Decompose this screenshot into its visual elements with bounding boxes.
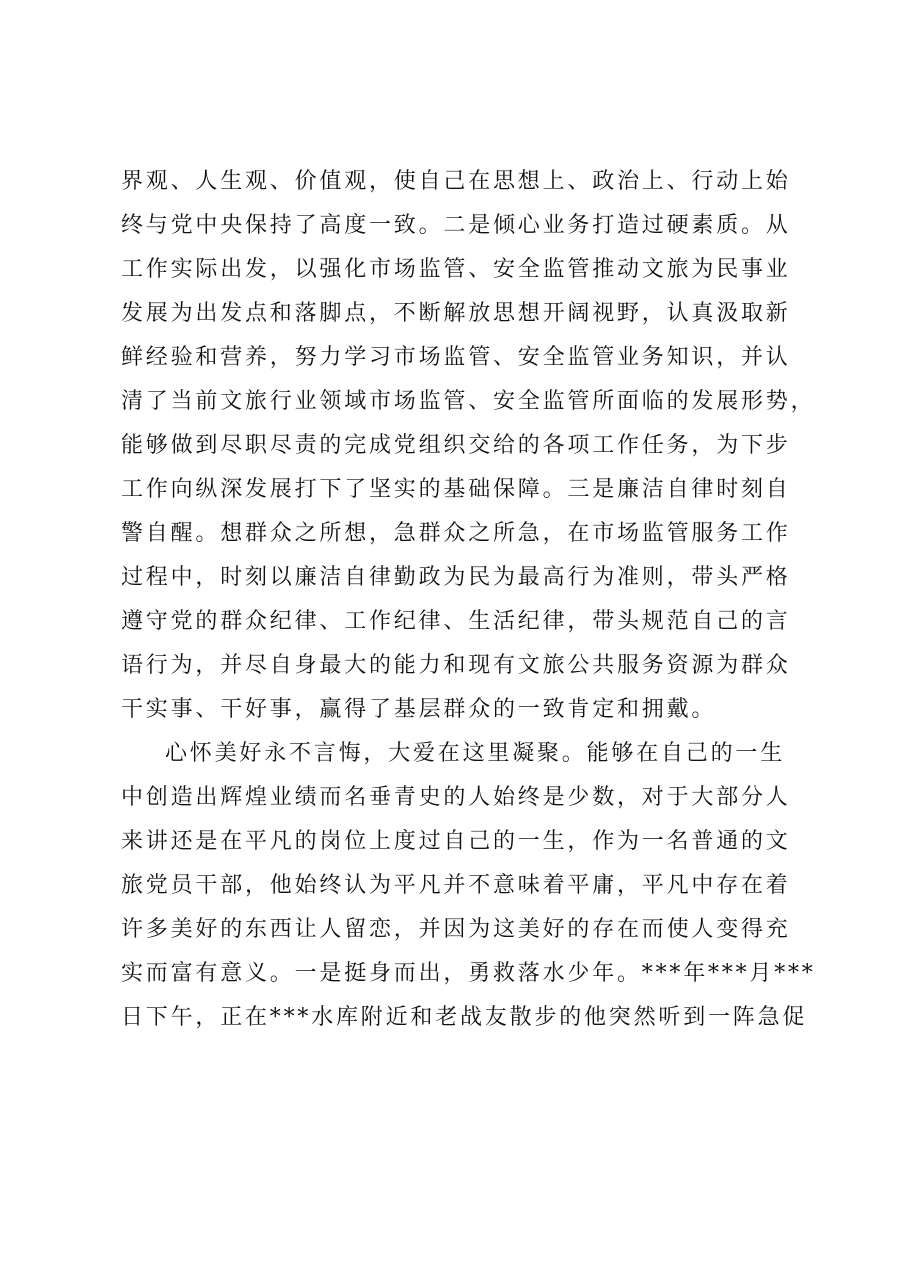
text-line: 来讲还是在平凡的岗位上度过自己的一生，作为一名普通的文: [121, 829, 791, 854]
text-line: 能够做到尽职尽责的完成党组织交给的各项工作任务，为下步: [121, 433, 791, 458]
text-line: 清了当前文旅行业领域市场监管、安全监管所面临的发展形势，: [121, 389, 816, 414]
text-line: 鲜经验和营养，努力学习市场监管、安全监管业务知识，并认: [121, 345, 791, 370]
text-line: 遵守党的群众纪律、工作纪律、生活纪律，带头规范自己的言: [121, 609, 791, 634]
text-line: 旅党员干部，他始终认为平凡并不意味着平庸，平凡中存在着: [121, 873, 791, 898]
text-line: 中创造出辉煌业绩而名垂青史的人始终是少数，对于大部分人: [121, 785, 791, 810]
paragraph-first-line: 心怀美好永不言悔，大爱在这里凝聚。能够在自己的一生: [165, 741, 786, 766]
text-line: 日下午，正在***水库附近和老战友散步的他突然听到一阵急促: [121, 1005, 808, 1030]
text-line: 过程中，时刻以廉洁自律勤政为民为最高行为准则，带头严格: [121, 565, 791, 590]
text-line: 警自醒。想群众之所想，急群众之所急，在市场监管服务工作: [121, 521, 791, 546]
text-line: 干实事、干好事，赢得了基层群众的一致肯定和拥戴。: [121, 697, 717, 722]
text-line: 终与党中央保持了高度一致。二是倾心业务打造过硬素质。从: [121, 213, 791, 238]
text-line: 工作实际出发，以强化市场监管、安全监管推动文旅为民事业: [121, 257, 791, 282]
text-line: 语行为，并尽自身最大的能力和现有文旅公共服务资源为群众: [121, 653, 791, 678]
text-line: 工作向纵深发展打下了坚实的基础保障。三是廉洁自律时刻自: [121, 477, 791, 502]
text-line: 界观、人生观、价值观，使自己在思想上、政治上、行动上始: [121, 169, 791, 194]
text-line: 发展为出发点和落脚点，不断解放思想开阔视野，认真汲取新: [121, 301, 791, 326]
text-line: 实而富有意义。一是挺身而出，勇救落水少年。***年***月***: [121, 961, 816, 986]
text-line: 许多美好的东西让人留恋，并因为这美好的存在而使人变得充: [121, 917, 791, 942]
